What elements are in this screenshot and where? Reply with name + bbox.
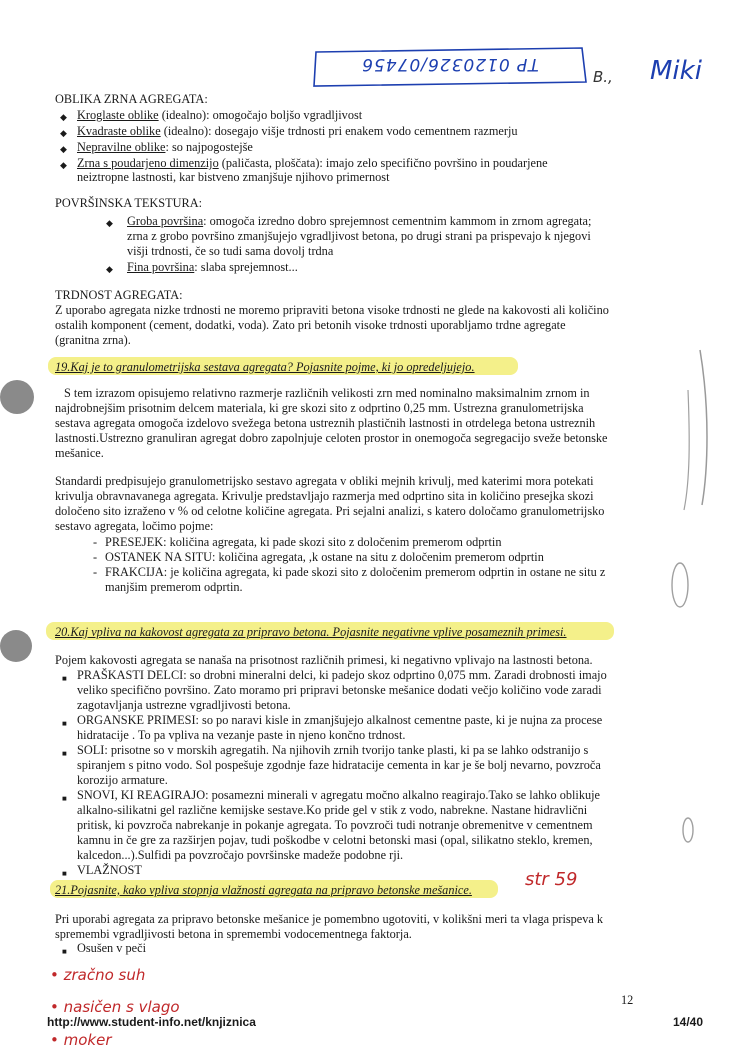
paragraph-line: določeno sito izraženo v % od celotne količine agregata. Pri sejalni analizi, s katero določamo granulometrijsko: [55, 504, 605, 518]
impurity-item: SNOVI, KI REAGIRAJO: posamezni minerali v agregatu močno alkalno reagirajo.Tako se lahko oblikuje: [77, 788, 600, 802]
bullet-icon: ■: [62, 947, 67, 956]
impurity-item: SOLI: prisotne so v morskih agregatih. Na njihovih zrnih tvorijo tanke plasti, ki pa se lahko odstranijo s: [77, 743, 589, 757]
bullet-icon: ◆: [60, 160, 67, 170]
heading-strength: TRDNOST AGREGATA:: [55, 288, 183, 302]
impurity-item-cont: zagotavljanja ustrezne vgradljivosti betona.: [77, 698, 291, 712]
handwritten-note: • moker: [50, 1031, 112, 1049]
handwritten-note-b: B.,: [593, 68, 613, 86]
paragraph-line: S tem izrazom opisujemo relativno razmerje različnih velikosti zrn med nominalno maksimalnim zrnom in: [64, 386, 590, 400]
paragraph-line: (granitna zrna).: [55, 333, 131, 347]
paragraph-line: spremembi vgradljivosti betona in spremembi vodocementnega faktorja.: [55, 927, 412, 941]
paragraph-line: lastnosti.Ustrezno granuliran agregat dobro zapolnjuje celoten prostor in onemogoča segregacijo sveže betonske: [55, 431, 608, 445]
impurity-item-cont: veliko specifično površino. Zato moramo pri pripravi betonske mešanice dodati večjo količino vode zaradi: [77, 683, 602, 697]
impurity-item-cont: spiranjem s pitno vodo. Sol pospešuje zgodnje faze hidratacije cementa in kar je še bolj nevarno, povzroča: [77, 758, 601, 772]
paragraph-line: Pri uporabi agregata za pripravo betonske mešanice je pomembno ugotoviti, v kolikšni meri ta vlaga prispeva k: [55, 912, 604, 926]
paragraph-line: najdrobnejšim prisotnim delcem materiala, ki gre skozi sito z odprtino 0,25 mm. Ustrezna granulometrijska: [55, 401, 584, 415]
paragraph-line: Pojem kakovosti agregata se nanaša na prisotnost različnih primesi, ki negativno vplivajo na lastnosti betona.: [55, 653, 593, 667]
bullet-icon: ■: [62, 869, 67, 878]
list-item: Kvadraste oblike (idealno): dosegajo višje trdnosti pri enakem vodo cementnem razmerju: [77, 124, 518, 138]
impurity-item-cont: korozijo armature.: [77, 773, 168, 787]
list-item: Fina površina: slaba sprejemnost...: [127, 260, 298, 274]
list-item: Groba površina: omogoča izredno dobro sprejemnost cementnim kammom in zrnom agregata;: [127, 214, 592, 228]
list-item: Zrna s poudarjeno dimenzijo (paličasta, ploščata): imajo zelo specifično površino in poudarjene: [77, 156, 548, 170]
question-21: 21.Pojasnite, kako vpliva stopnja vlažnosti agregata na pripravo betonske mešanice.: [55, 883, 472, 897]
list-item: Kroglaste oblike (idealno): omogočajo boljšo vgradljivost: [77, 108, 363, 122]
paragraph-line: Z uporabo agregata nizke trdnosti ne moremo pripraviti betona visoke trdnosti ne glede na kakovosti ali količino: [55, 303, 609, 317]
bullet-icon: ◆: [60, 112, 67, 122]
margin-page-ref: str 59: [525, 869, 578, 890]
handwritten-code: TP 0120326/07456: [361, 54, 539, 74]
paragraph-line: mešanice.: [55, 446, 104, 460]
bullet-icon: ■: [62, 674, 67, 683]
handwritten-note: • nasičen s vlago: [50, 998, 180, 1016]
bullet-icon: ■: [62, 794, 67, 803]
moisture-item: Osušen v peči: [77, 941, 146, 955]
bullet-icon: ◆: [60, 144, 67, 154]
bullet-icon: ◆: [60, 128, 67, 138]
term-item: PRESEJEK: količina agregata, ki pade skozi sito z določenim premerom odprtin: [105, 535, 502, 549]
page-number: 12: [621, 993, 634, 1007]
impurity-item-cont: kalcedon...).Sulfidi pa povzročajo površinske madeže podobne rji.: [77, 848, 404, 862]
impurity-item-cont: pritisk, ki povzroča nabrekanje in pokanje agregata. To povzroči tudi notranje obremenitve v cementnem: [77, 818, 593, 832]
list-item: Nepravilne oblike: so najpogostejše: [77, 140, 253, 154]
impurity-item: VLAŽNOST: [77, 863, 142, 877]
handwritten-note: • zračno suh: [50, 966, 146, 984]
bullet-icon: ■: [62, 719, 67, 728]
paragraph-line: sestava agregata omogoča izdelovo svežega betona ustreznih plastičnih lastnosti in otrdelega betona ustreznih: [55, 416, 596, 430]
impurity-item-cont: hidratacije . To pa vpliva na vezanje paste in njeno končno trdnost.: [77, 728, 406, 742]
heading-texture: POVRŠINSKA TEKSTURA:: [55, 196, 203, 210]
footer-url[interactable]: http://www.student-info.net/knjiznica: [47, 1015, 256, 1029]
punch-hole: [0, 630, 32, 662]
handwritten-name: Miki: [650, 56, 702, 86]
term-item-cont: manjšim premerom odprtin.: [105, 580, 243, 594]
paragraph-line: Standardi predpisujejo granulometrijsko sestavo agregata v obliki mejnih krivulj, med katerimi mora potekati: [55, 474, 594, 488]
impurity-item: PRAŠKASTI DELCI: so drobni mineralni delci, ki padejo skoz odprtino 0,075 mm. Zaradi drobnosti imajo: [77, 668, 607, 682]
bullet-icon: ◆: [106, 264, 113, 274]
paragraph-line: ostalih komponent (cement, dodatki, voda). Zato pri betonih visoke trdnosti uporabljamo trdne agregate: [55, 318, 566, 332]
impurity-item: ORGANSKE PRIMESI: so po naravi kisle in zmanjšujejo alkalnost cementne paste, ki je nujna za procese: [77, 713, 603, 727]
list-item-cont: neiztropne lastnosti, kar bistveno zmanjšuje njihovo primernost: [77, 170, 390, 184]
question-20: 20.Kaj vpliva na kakovost agregata za pripravo betona. Pojasnite negativne vplive posameznih primesi.: [55, 625, 567, 639]
footer-page-count: 14/40: [673, 1015, 704, 1029]
paragraph-line: krivulja obravnavanega agregata. Krivulje predstavljajo razmerja med odprtino sita in količino presejka skozi: [55, 489, 594, 503]
impurity-item-cont: alkalno-silikatni gel različne kemijske sestave.Ko pride gel v stik z vodo, nabrekne. Nastane hidravlični: [77, 803, 588, 817]
bullet-icon: ◆: [106, 218, 113, 228]
paragraph-line: sestavo agregata, ločimo pojme:: [55, 519, 214, 533]
term-item: FRAKCIJA: je količina agregata, ki pade skozi sito z določenim premerom odprtin in ostane ne situ z: [105, 565, 606, 579]
pencil-marks: [640, 330, 740, 860]
bullet-icon: ■: [62, 749, 67, 758]
dash-bullet: -: [93, 535, 98, 549]
dash-bullet: -: [93, 550, 98, 564]
term-item: OSTANEK NA SITU: količina agregata, ,k ostane na situ z določenim premerom odprtin: [105, 550, 544, 564]
dash-bullet: -: [93, 565, 98, 579]
question-19: 19.Kaj je to granulometrijska sestava agregata? Pojasnite pojme, ki jo opredeljujejo.: [55, 360, 475, 374]
list-item-cont: višji trdnosti, če so tudi sama dovolj trdna: [127, 244, 334, 258]
punch-hole: [0, 380, 34, 414]
impurity-item-cont: kamnu in če gre za razširjen pojav, tudi poškodbe v celotni betonski masi (opal, silikatno steklo, kremen,: [77, 833, 593, 847]
heading-shape: OBLIKA ZRNA AGREGATA:: [55, 92, 208, 106]
list-item-cont: zrna z grobo površino zmanjšujejo vgradljivost betona, po drugi strani pa prispevajo k njegovi: [127, 229, 591, 243]
